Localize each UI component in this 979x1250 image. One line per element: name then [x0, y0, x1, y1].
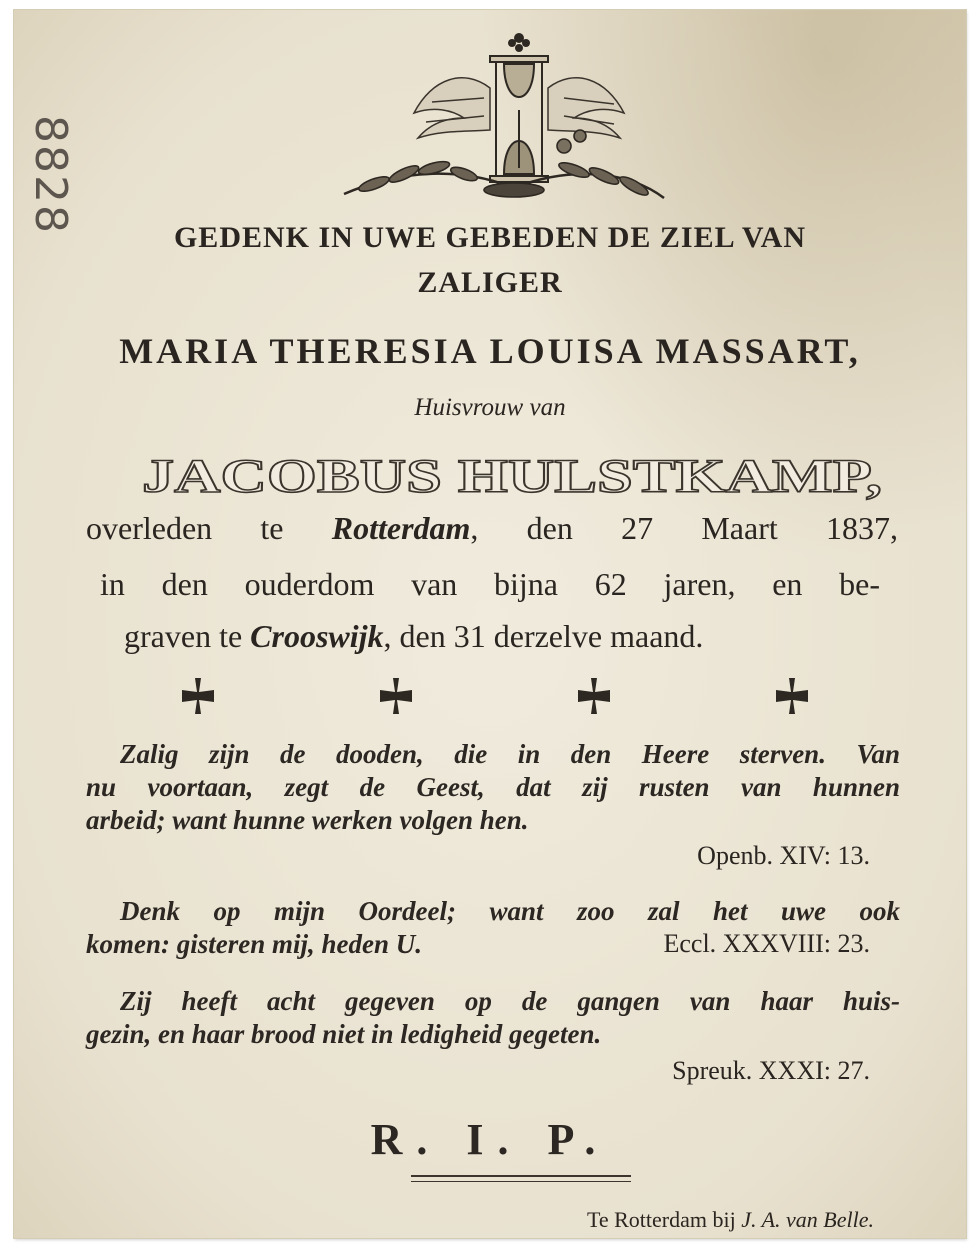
heading-line-1: GEDENK IN UWE GEBEDEN DE ZIEL VAN [173, 221, 807, 254]
body-line-2: in den ouderdom van bijna 62 jaren, en be- [100, 566, 880, 602]
handwritten-catalog-number: 8828 [25, 115, 76, 235]
printer-credit: Te Rotterdam bij J. A. van Belle. [586, 1207, 874, 1232]
verse2-line-1: Denk op mijn Oordeel; want zoo zal het uwe ook [120, 896, 900, 926]
relation-label: Huisvrouw van [414, 394, 566, 421]
verse2-reference: Eccl. XXXVIII: 23. [663, 929, 870, 958]
divider-rule-thin [411, 1181, 631, 1182]
verse3-line-2: gezin, en haar brood niet in ledigheid gegeten. [86, 1019, 602, 1049]
memorial-card [14, 10, 966, 1238]
verse2-line-2: komen: gisteren mij, heden U. [86, 929, 422, 959]
verse1-line-1: Zalig zijn de dooden, die in den Heere sterven. Van [120, 739, 900, 769]
svg-text:JACOBUS HULSTKAMP,: JACOBUS HULSTKAMP, [142, 450, 882, 503]
divider-rule [411, 1175, 631, 1177]
cross-pattee-icon [774, 678, 810, 714]
body-line-1: overleden te Rotterdam, den 27 Maart 1837, [86, 510, 899, 546]
verse3-reference: Spreuk. XXXI: 27. [672, 1056, 870, 1085]
heading-line-2: ZALIGER [417, 266, 563, 299]
cross-pattee-icon [180, 678, 216, 714]
body-line-3: graven te Crooswijk, den 31 derzelve maand. [124, 618, 704, 654]
rip-text: R. I. P. [370, 1115, 610, 1164]
cross-pattee-icon [378, 678, 414, 714]
hourglass-wings-ornament-icon [314, 18, 674, 204]
husband-name [132, 446, 892, 506]
cross-pattee-icon [576, 678, 612, 714]
deceased-name: MARIA THERESIA LOUISA MASSART, [119, 331, 861, 371]
verse1-reference: Openb. XIV: 13. [697, 841, 870, 870]
verse3-line-1: Zij heeft acht gegeven op de gangen van haar huis- [120, 986, 900, 1016]
verse1-line-3: arbeid; want hunne werken volgen hen. [86, 805, 529, 835]
verse1-line-2: nu voortaan, zegt de Geest, dat zij rusten van hunnen [86, 772, 900, 802]
